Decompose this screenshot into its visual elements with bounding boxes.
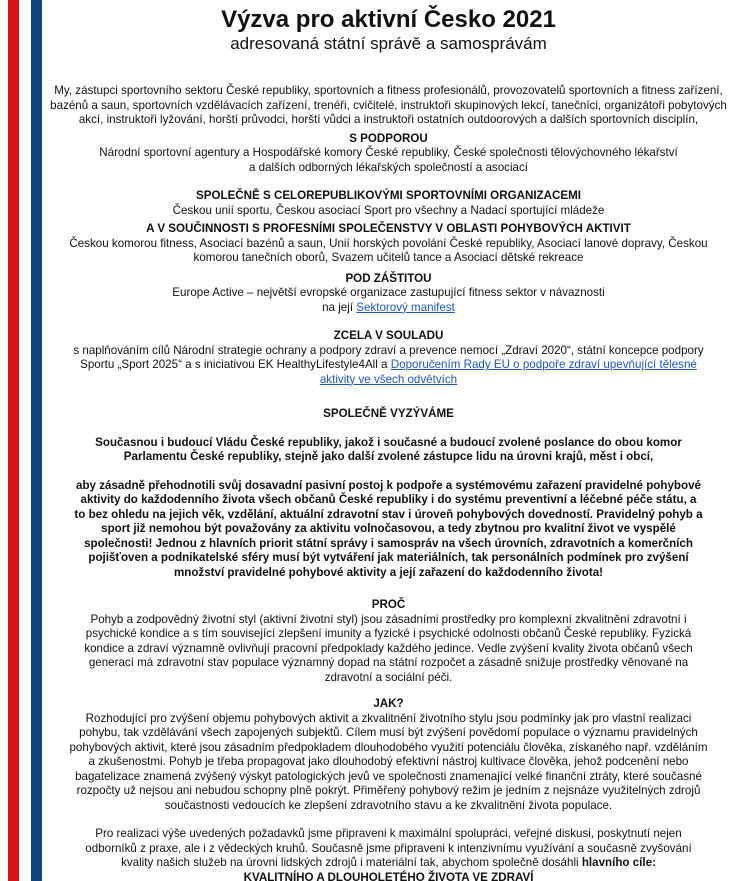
accordance-paragraph [48, 344, 729, 388]
call-demand: aby zásadně přehodnotili svůj dosavadní pasivní postoj k podpoře a systémovému zařazení pravidelné pohybové aktivity do každodenního života všech občanů České republiky i do systému preventivní a léčebné péče státu, a to bez ohledu na jejich věk, vzdělání, aktuální zdravotní stav i úroveň pohybových dovedností. Pravidelný pohyb a sport již nemohou být považovány za aktivitu volnočasovou, a tedy zbytnou pro kvalitní život ve vyspělé společnosti! Jednou z hlavních priorit státní správy i samospráv na všech úrovních, zdravotních a komerčních pojišťoven a podnikatelské sféry musí být vytváření jak materiálních, tak personálních podmínek pro zvýšení množství pravidelné pohybové aktivity a její zařazení do každodenního života! [74, 478, 703, 579]
accordance-text: s naplňováním cílů Národní strategie ochrany a podpory zdraví a prevence nemocí „Zdraví 2020“, státní koncepce podpory Sportu „Sport 2025“ a s iniciativou EK HealthyLifestyle4All a [73, 343, 704, 371]
how-text: Rozhodující pro zvýšení objemu pohybových aktivit a zkvalitnění životního stylu jsou podmínky jak pro vlastní realizaci pohybu, tak vzdělávání všech zapojených subjektů. Cílem musí být zvýšení povědomí populace o významu pravidelných pohybových aktivit, které jsou zásadním předpokladem dlouhodobého využití potenciálu člověka, získaného např. vzděláním a zkušenostmi. Pohyb je třeba propagovat jako dlouhodobý efektivní nástroj kultivace člověka, jehož podcenění nebo bagatelizace znamená zvýšený výskyt patologických jevů ve společnosti znamenající velké finanční ztráty, které současné rozpočty už nejsou ani nebudou schopny plně pokrýt. Přiměřený pohybový režim je jedním z nejsnáze využitelných zdrojů součastnosti vedoucích ke zlepšení zdravotního stavu a ke zkvalitnění života populace. [69, 711, 708, 812]
patronage-heading: POD ZÁŠTITOU [345, 271, 432, 285]
patronage-text: Europe Active – největší evropské organizace zastupující fitness sektor v návaznosti [172, 286, 605, 299]
goal-label: hlavního cíle: [581, 856, 656, 869]
flag-stripe-white [0, 0, 8, 881]
patronage-line2 [48, 301, 729, 316]
document-subtitle: adresovaná státní správě a samosprávám [230, 34, 547, 53]
patronage-text2: na její [322, 300, 354, 314]
why-text: Pohyb a zodpovědný životní styl (aktivní životní styl) jsou zásadními prostředky pro komplexní zkvalitnění zdravotní i psychické kondice a s tím související zlepšení imunity a fyzické i psychické odolnosti občanů České republiky. Fyzická kondice a zdraví významně ovlivňují pracovní předpoklady každého jedince. Vedle zvýšení kvality života občanů všech generací má zdravotní stav populace významný dopad na státní rozpočet a zásadně snižuje prostředky věnované na zdravotní a sociální péči. [84, 612, 693, 684]
document-title: Výzva pro aktivní Česko 2021 [221, 6, 556, 33]
sector-manifest-link[interactable]: Sektorový manifest [356, 300, 455, 314]
closing-paragraph [48, 827, 729, 881]
support-heading: S PODPOROU [349, 131, 428, 145]
cooperation-heading: A V SOUČINNOSTI S PROFESNÍMI SPOLEČENSTVY V OBLASTI POHYBOVÝCH AKTIVIT [146, 222, 631, 235]
accordance-heading: ZCELA V SOULADU [333, 329, 444, 342]
eu-council-recommendation-link[interactable]: Doporučením Rady EU o podpoře zdraví upevňující tělesné aktivity ve všech odvětvích [319, 358, 697, 386]
main-goal: KVALITNÍHO A DLOUHOLETÉHO ŽIVOTA VE ZDRAVÍ [243, 870, 534, 881]
together-text: Českou unií sportu, Českou asociací Sport pro všechny a Nadací sportující mládeže [172, 203, 605, 217]
how-heading: JAK? [373, 697, 404, 710]
why-heading: PROČ [371, 598, 406, 611]
call-addressee: Současnou i budoucí Vládu České republiky, jakož i současné a budoucí zvolené poslance do obou komor Parlamentu České republiky, stejně jako další zvolené zástupce lidu na úrovni krajů, měst i obcí, [95, 435, 682, 463]
cooperation-text: Českou komorou fitness, Asociací bazénů a saun, Unií horských povolání České republiky, Asociací lanové dopravy, Českou komorou tanečních oborů, Svazem učitelů tance a Asociací dětské rekreace [69, 236, 708, 264]
document-body [48, 0, 729, 881]
together-heading: SPOLEČNĚ S CELOREPUBLIKOVÝMI SPORTOVNÍMI ORGANIZACEMI [196, 189, 581, 202]
flag-stripe-blue [31, 0, 42, 881]
support-text: Národní sportovní agentury a Hospodářské komory České republiky, České společnosti tělovýchovného lékařství a dalších odborných lékařských společností a asociací [99, 146, 678, 174]
closing-text: Pro realizaci výše uvedených požadavků jsme připraveni k maximální spolupráci, veřejné diskusi, poskytnutí nejen odborníků z praxe, ale i z vědeckých kruhů. Současně jsme připraveni k intenzivnímu využívání a současně zvyšování kvality našich služeb na úrovni lidských zdrojů i materiální tak, abychom společně dosáhli [85, 827, 692, 869]
flag-stripe-white [19, 0, 31, 881]
call-heading: SPOLEČNĚ VYZÝVÁME [323, 407, 454, 420]
intro-paragraph: My, zástupci sportovního sektoru České republiky, sportovních a fitness profesionálů, provozovatelů sportovních a fitness zařízení, bazénů a saun, sportovních vzdělávacích zařízení, trenéři, cvičitelé, instruktoři skupinových lekcí, tanečníci, organizátoři pobytových akcí, instruktoři lyžování, horští průvodci, horští vůdci a instruktoři ostatních outdoorových a dalších sportovních disciplín, [50, 84, 727, 126]
flag-stripe-red [8, 0, 19, 881]
